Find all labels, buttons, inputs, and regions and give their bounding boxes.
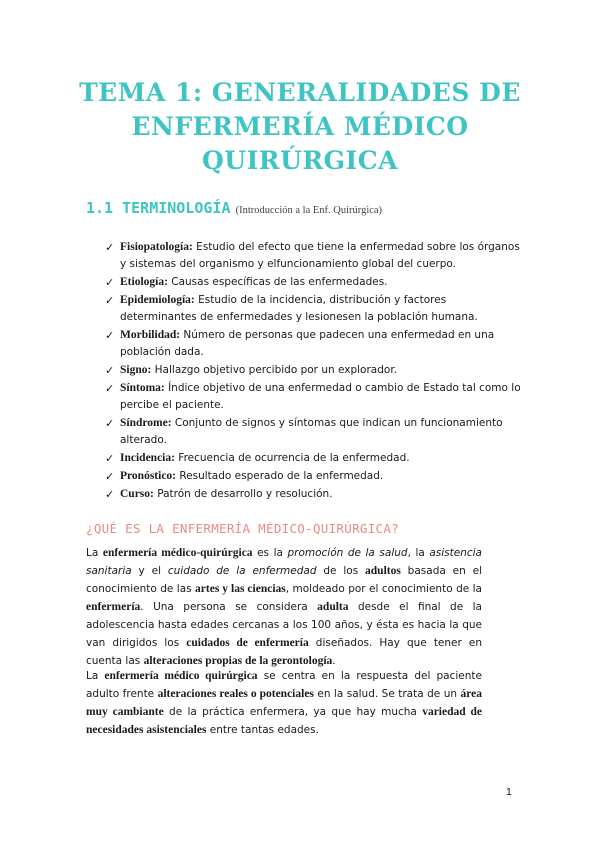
text-run: de la práctica enfermera, ya que hay mucha <box>163 706 423 718</box>
term-label: Síntoma: <box>120 382 165 394</box>
bold-text: cuidados de enfermería <box>186 637 309 649</box>
terminology-item <box>105 468 525 485</box>
term-label: Morbilidad: <box>120 329 181 341</box>
text-run: , la <box>407 547 430 559</box>
text-run: de los <box>316 565 366 577</box>
bold-text: área muy cambiante <box>86 688 482 718</box>
term-definition: Índice objetivo de una enfermedad o cambio de Estado tal como lo percibe el paciente. <box>120 382 521 411</box>
checkmark-icon: ✓ <box>105 294 115 307</box>
checkmark-icon: ✓ <box>105 452 115 465</box>
term-definition: Conjunto de signos y síntomas que indican un funcionamiento alterado. <box>120 417 503 446</box>
section-heading-que-es: ¿QUÉ ES LA ENFERMERÍA MÉDICO-QUIRÚRGICA? <box>86 521 400 536</box>
section-subheading: (Introducción a la Enf. Quirúrgica) <box>235 205 383 216</box>
text-run: La <box>86 670 105 682</box>
title-line-2: ENFERMERÍA MÉDICO <box>131 112 469 141</box>
bold-text: enfermería médico quirúrgica <box>104 670 258 682</box>
term-definition: Estudio de la incidencia, distribución y factores determinantes de enfermedades y lesionesen la población humana. <box>120 294 478 323</box>
bold-text: alteraciones reales o potenciales <box>157 688 314 700</box>
terminology-item <box>105 239 525 273</box>
term-label: Pronóstico: <box>120 470 177 482</box>
term-label: Epidemiología: <box>120 294 195 306</box>
term-label: Signo: <box>120 364 152 376</box>
text-run: La <box>86 547 103 559</box>
text-run: basada en el conocimiento de las <box>86 565 482 595</box>
term-definition: Frecuencia de ocurrencia de la enfermedad. <box>174 452 410 464</box>
terminology-item <box>105 415 525 449</box>
title-line-3: QUIRÚRGICA <box>202 146 398 175</box>
bold-text: enfermería médico-quirúrgica <box>102 547 253 559</box>
terminology-item <box>105 327 525 361</box>
italic-text: promoción de la salud <box>287 547 408 559</box>
section-heading-text: 1.1 TERMINOLOGÍA <box>86 199 231 217</box>
term-definition: Causas específicas de las enfermedades. <box>167 276 388 288</box>
checkmark-icon: ✓ <box>105 329 115 342</box>
term-definition: Número de personas que padecen una enfermedad en una población dada. <box>120 329 495 358</box>
term-label: Síndrome: <box>120 417 172 429</box>
document-title <box>60 76 540 178</box>
checkmark-icon: ✓ <box>105 276 115 289</box>
bold-text: enfermería <box>86 601 141 613</box>
terminology-list <box>105 239 525 504</box>
text-run: se centra en la respuesta del paciente adulto frente <box>86 670 482 700</box>
term-definition: Hallazgo objetivo percibido por un explorador. <box>151 364 398 376</box>
text-run: . Una persona se considera <box>140 601 318 613</box>
terminology-item <box>105 380 525 414</box>
term-label: Fisiopatología: <box>120 241 193 253</box>
checkmark-icon: ✓ <box>105 470 115 483</box>
checkmark-icon: ✓ <box>105 382 115 395</box>
section-heading-terminologia <box>86 198 382 217</box>
text-run: y el <box>131 565 168 577</box>
page-number: 1 <box>506 786 512 798</box>
text-run: desde el final de la adolescencia hasta edades cercanas a los 100 años, y ésta es hacia la que van dirigidos los <box>86 601 482 649</box>
bold-text: alteraciones propias de la gerontología <box>143 655 333 667</box>
term-definition: Estudio del efecto que tiene la enfermedad sobre los órganos y sistemas del organismo y elfuncionamiento global del cuerpo. <box>120 241 520 270</box>
text-run: diseñados. Hay que tener en cuenta las <box>86 637 483 667</box>
terminology-item <box>105 486 525 503</box>
title-line-1: TEMA 1: GENERALIDADES DE <box>79 78 521 107</box>
bold-text: adultos <box>365 565 401 577</box>
terminology-item <box>105 274 525 291</box>
italic-text: asistencia sanitaria <box>86 547 482 577</box>
term-label: Incidencia: <box>120 452 175 464</box>
checkmark-icon: ✓ <box>105 241 115 254</box>
checkmark-icon: ✓ <box>105 488 115 501</box>
bold-text: artes y las ciencias <box>195 583 286 595</box>
bold-text: adulta <box>317 601 349 613</box>
term-label: Curso: <box>120 488 154 500</box>
italic-text: cuidado de la enfermedad <box>167 565 317 577</box>
term-label: Etiología: <box>120 276 168 288</box>
term-definition: Patrón de desarrollo y resolución. <box>153 488 333 500</box>
paragraph-focus <box>86 667 482 739</box>
text-run: es la <box>252 547 288 559</box>
terminology-item <box>105 292 525 326</box>
bold-text: variedad de necesidades asistenciales <box>86 706 482 736</box>
checkmark-icon: ✓ <box>105 364 115 377</box>
term-definition: Resultado esperado de la enfermedad. <box>176 470 384 482</box>
text-run: en la salud. Se trata de un <box>313 688 461 700</box>
text-run: . <box>332 655 336 667</box>
terminology-item <box>105 450 525 467</box>
paragraph-definition <box>86 544 482 670</box>
terminology-item <box>105 362 525 379</box>
text-run: , moldeado por el conocimiento de la <box>285 583 482 595</box>
checkmark-icon: ✓ <box>105 417 115 430</box>
text-run: entre tantas edades. <box>206 724 319 736</box>
